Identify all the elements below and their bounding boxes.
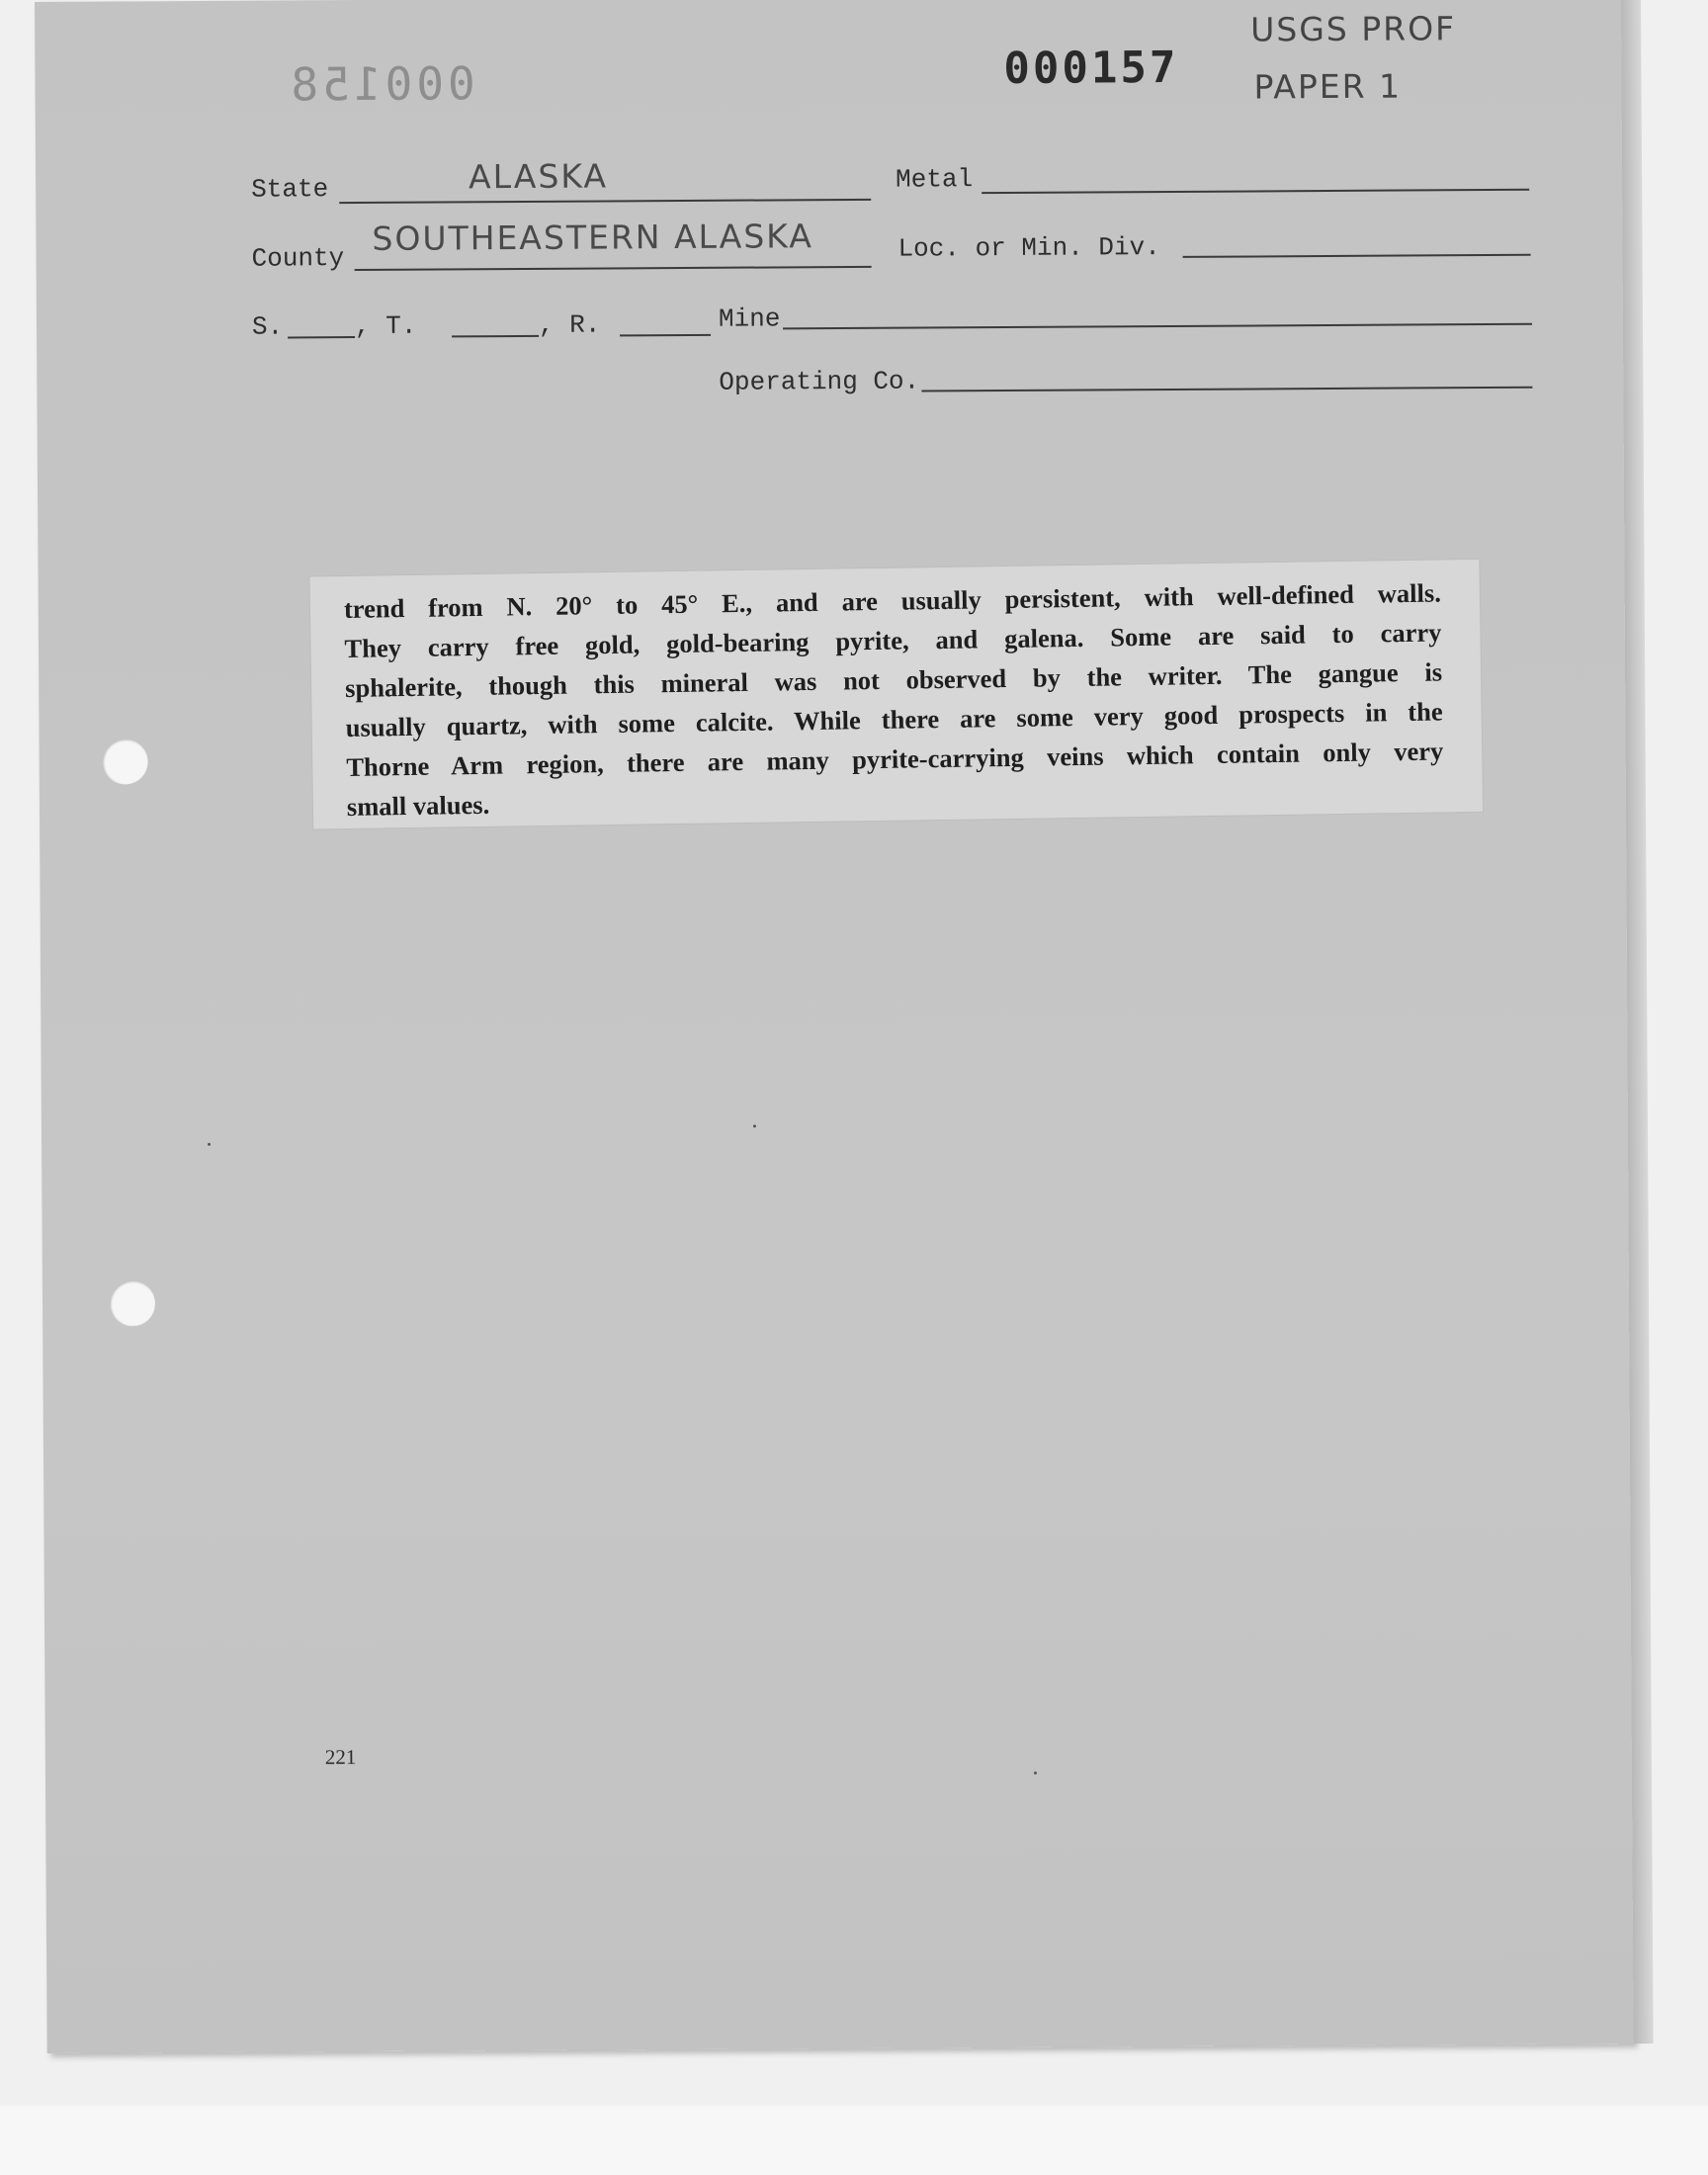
page-number: 221	[324, 1745, 357, 1770]
punch-hole-bottom	[110, 1280, 155, 1326]
clipping-line: small values.	[346, 789, 490, 822]
index-card	[35, 0, 1634, 2053]
operating-co-label: Operating Co.	[719, 366, 920, 397]
metal-line	[982, 189, 1529, 194]
loc-label: Loc. or Min. Div.	[897, 232, 1160, 264]
state-value: ALASKA	[468, 156, 609, 197]
section-label: S.	[251, 311, 284, 342]
dust-speck	[1034, 1772, 1037, 1775]
clipping-line: usually quartz, with some calcite. While there are some very good prospects in the	[345, 696, 1443, 742]
section-line	[288, 336, 355, 338]
paper-reference-line1: USGS PROF	[1250, 9, 1457, 49]
ghost-card-number: 000158	[287, 56, 475, 112]
metal-label: Metal	[896, 164, 974, 195]
township-label: , T.	[354, 310, 417, 342]
mine-label: Mine	[718, 304, 781, 334]
loc-line	[1183, 254, 1531, 258]
paper-reference-line2: PAPER 1	[1253, 66, 1403, 107]
clipping-line: They carry free gold, gold-bearing pyrite, and galena. Some are said to carry	[344, 617, 1442, 663]
state-label: State	[251, 174, 329, 205]
dust-speck	[208, 1143, 211, 1146]
range-line	[620, 334, 711, 337]
clipping-line: Thorne Arm region, there are many pyrite-carrying veins which contain only very	[346, 736, 1444, 782]
county-line	[355, 266, 872, 271]
clipping-line: trend from N. 20° to 45° E., and are usually persistent, with well-defined walls.	[343, 577, 1442, 624]
punch-hole-top	[103, 739, 148, 784]
card-number: 000157	[1003, 42, 1179, 95]
dust-speck	[753, 1125, 756, 1128]
county-label: County	[251, 243, 345, 274]
pasted-text-clipping	[309, 560, 1483, 829]
range-label: , R.	[538, 309, 601, 340]
county-value: SOUTHEASTERN ALASKA	[372, 217, 814, 258]
state-line	[339, 199, 871, 204]
operating-co-line	[921, 387, 1532, 392]
mine-line	[783, 323, 1532, 330]
township-line	[452, 335, 539, 338]
scanner-bottom-strip	[0, 2106, 1708, 2175]
clipping-line: sphalerite, though this mineral was not observed by the writer. The gangue is	[344, 656, 1443, 703]
